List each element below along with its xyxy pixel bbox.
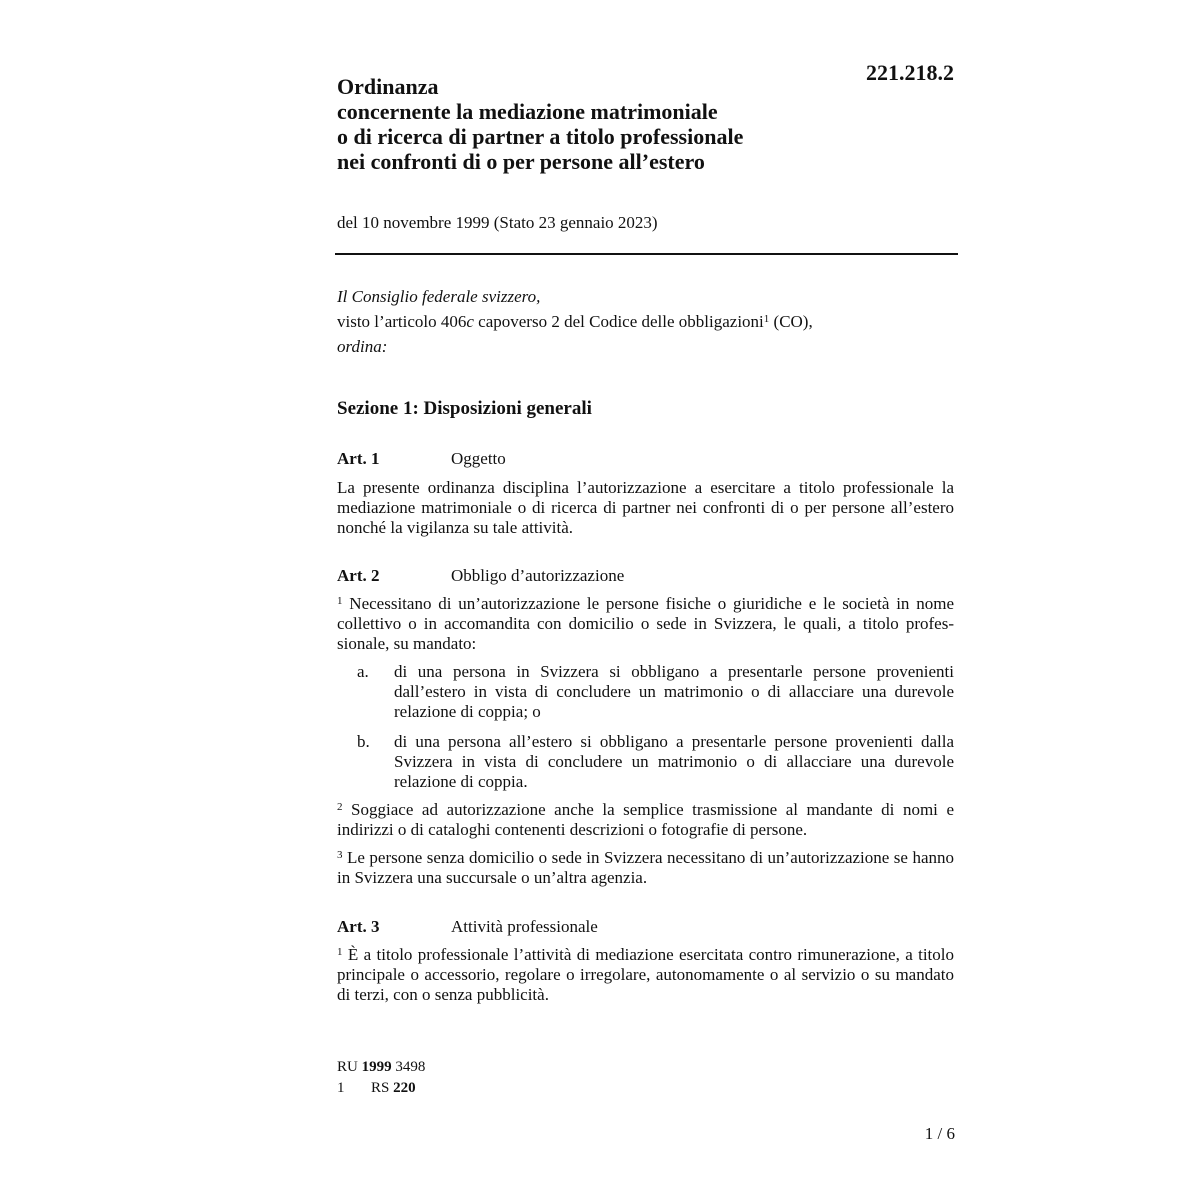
ru-prefix: RU bbox=[337, 1059, 362, 1075]
footnote bbox=[337, 1080, 416, 1097]
article-title: Oggetto bbox=[451, 449, 506, 468]
paragraph-number: 3 bbox=[337, 849, 343, 861]
article-title: Attività professionale bbox=[451, 917, 598, 936]
sr-number: 221.218.2 bbox=[866, 60, 954, 85]
paragraph-number: 2 bbox=[337, 801, 343, 813]
paragraph-number: 1 bbox=[337, 946, 343, 958]
paragraph-text: Le persone senza domicilio o sede in Svizzera necessitano di un’autorizzazione se hanno in Svizzera una succursale o un’altra agenzia. bbox=[337, 848, 954, 887]
list-item bbox=[357, 662, 954, 722]
list-item-letter: b. bbox=[357, 732, 370, 751]
article-number: Art. 1 bbox=[337, 449, 380, 468]
article-paragraph bbox=[337, 848, 954, 888]
header-divider bbox=[335, 253, 958, 255]
basis-letter: c bbox=[466, 312, 474, 331]
basis-text: capoverso 2 del Codice delle obbligazioni bbox=[473, 312, 764, 331]
basis-text: visto l’articolo 406 bbox=[337, 312, 467, 331]
article-paragraph bbox=[337, 945, 954, 1005]
paragraph-text: Soggiace ad autorizzazione anche la semplice trasmissione al mandante di nomi e indirizzi o di cataloghi contenenti descrizioni o fotografie di persone. bbox=[337, 800, 954, 839]
article-number: Art. 3 bbox=[337, 917, 380, 936]
title-line: nei confronti di o per persone all’estero bbox=[337, 149, 705, 174]
article-heading bbox=[337, 917, 598, 937]
list-item-letter: a. bbox=[357, 662, 369, 681]
footnote-number: 1 bbox=[337, 1080, 345, 1096]
article-title: Obbligo d’autorizzazione bbox=[451, 566, 625, 585]
footnote-reference[interactable]: 220 bbox=[393, 1080, 416, 1096]
paragraph-text: È a titolo professionale l’attività di mediazione esercitata contro rimunerazione, a titolo principale o accessorio, regolare o irregolare, autonomamente o al servizio o su mandato di terzi, con o senza pubblicità. bbox=[337, 945, 954, 1004]
section-title: Sezione 1: Disposizioni generali bbox=[337, 398, 592, 419]
footnote-prefix: RS bbox=[371, 1080, 394, 1096]
list-item bbox=[357, 732, 954, 792]
preamble-legal-basis bbox=[337, 309, 957, 334]
ru-page: 3498 bbox=[391, 1059, 426, 1075]
page-number: 1 / 6 bbox=[924, 1124, 955, 1143]
footnote-ref[interactable]: 1 bbox=[763, 313, 770, 325]
article-number: Art. 2 bbox=[337, 566, 380, 585]
article-paragraph: La presente ordinanza disciplina l’autorizzazione a esercitare a titolo professionale la mediazione matrimoniale o di ricerca di partner nei confronti di o per persone all’estero nonché la vigilanza su tale attività. bbox=[337, 478, 954, 537]
title-line: o di ricerca di partner a titolo professionale bbox=[337, 124, 744, 149]
article-paragraph bbox=[337, 594, 954, 654]
preamble-authority: Il Consiglio federale svizzero, bbox=[337, 287, 541, 306]
document-title bbox=[337, 74, 857, 174]
paragraph-text: Necessitano di un’autorizzazione le persone fisiche o giuridiche e le società in nome collettivo o in accomandita con domicilio o sede in Svizzera, le quali, a titolo professionale, su mandato: bbox=[337, 594, 954, 653]
article-heading bbox=[337, 566, 624, 586]
ru-year: 1999 bbox=[361, 1059, 392, 1075]
paragraph-number: 1 bbox=[337, 595, 343, 607]
title-line: concernente la mediazione matrimoniale bbox=[337, 99, 718, 124]
basis-text: (CO), bbox=[769, 312, 813, 331]
title-line: Ordinanza bbox=[337, 74, 439, 99]
article-heading bbox=[337, 449, 506, 469]
document-date: del 10 novembre 1999 (Stato 23 gennaio 2023) bbox=[337, 213, 658, 232]
official-compilation-ref bbox=[337, 1059, 425, 1076]
preamble bbox=[337, 284, 957, 359]
list-item-text: di una persona all’estero si obbligano a presentarle persone provenienti dalla Svizzera in vista di concludere un matrimonio o di allacciare una durevole relazione di coppia. bbox=[394, 732, 954, 791]
article-paragraph bbox=[337, 800, 954, 840]
list-item-text: di una persona in Svizzera si obbligano a presentarle persone provenienti dall’estero in vista di concludere un matrimonio o di allacciare una durevole relazione di coppia; o bbox=[394, 662, 954, 721]
preamble-decree: ordina: bbox=[337, 337, 388, 356]
